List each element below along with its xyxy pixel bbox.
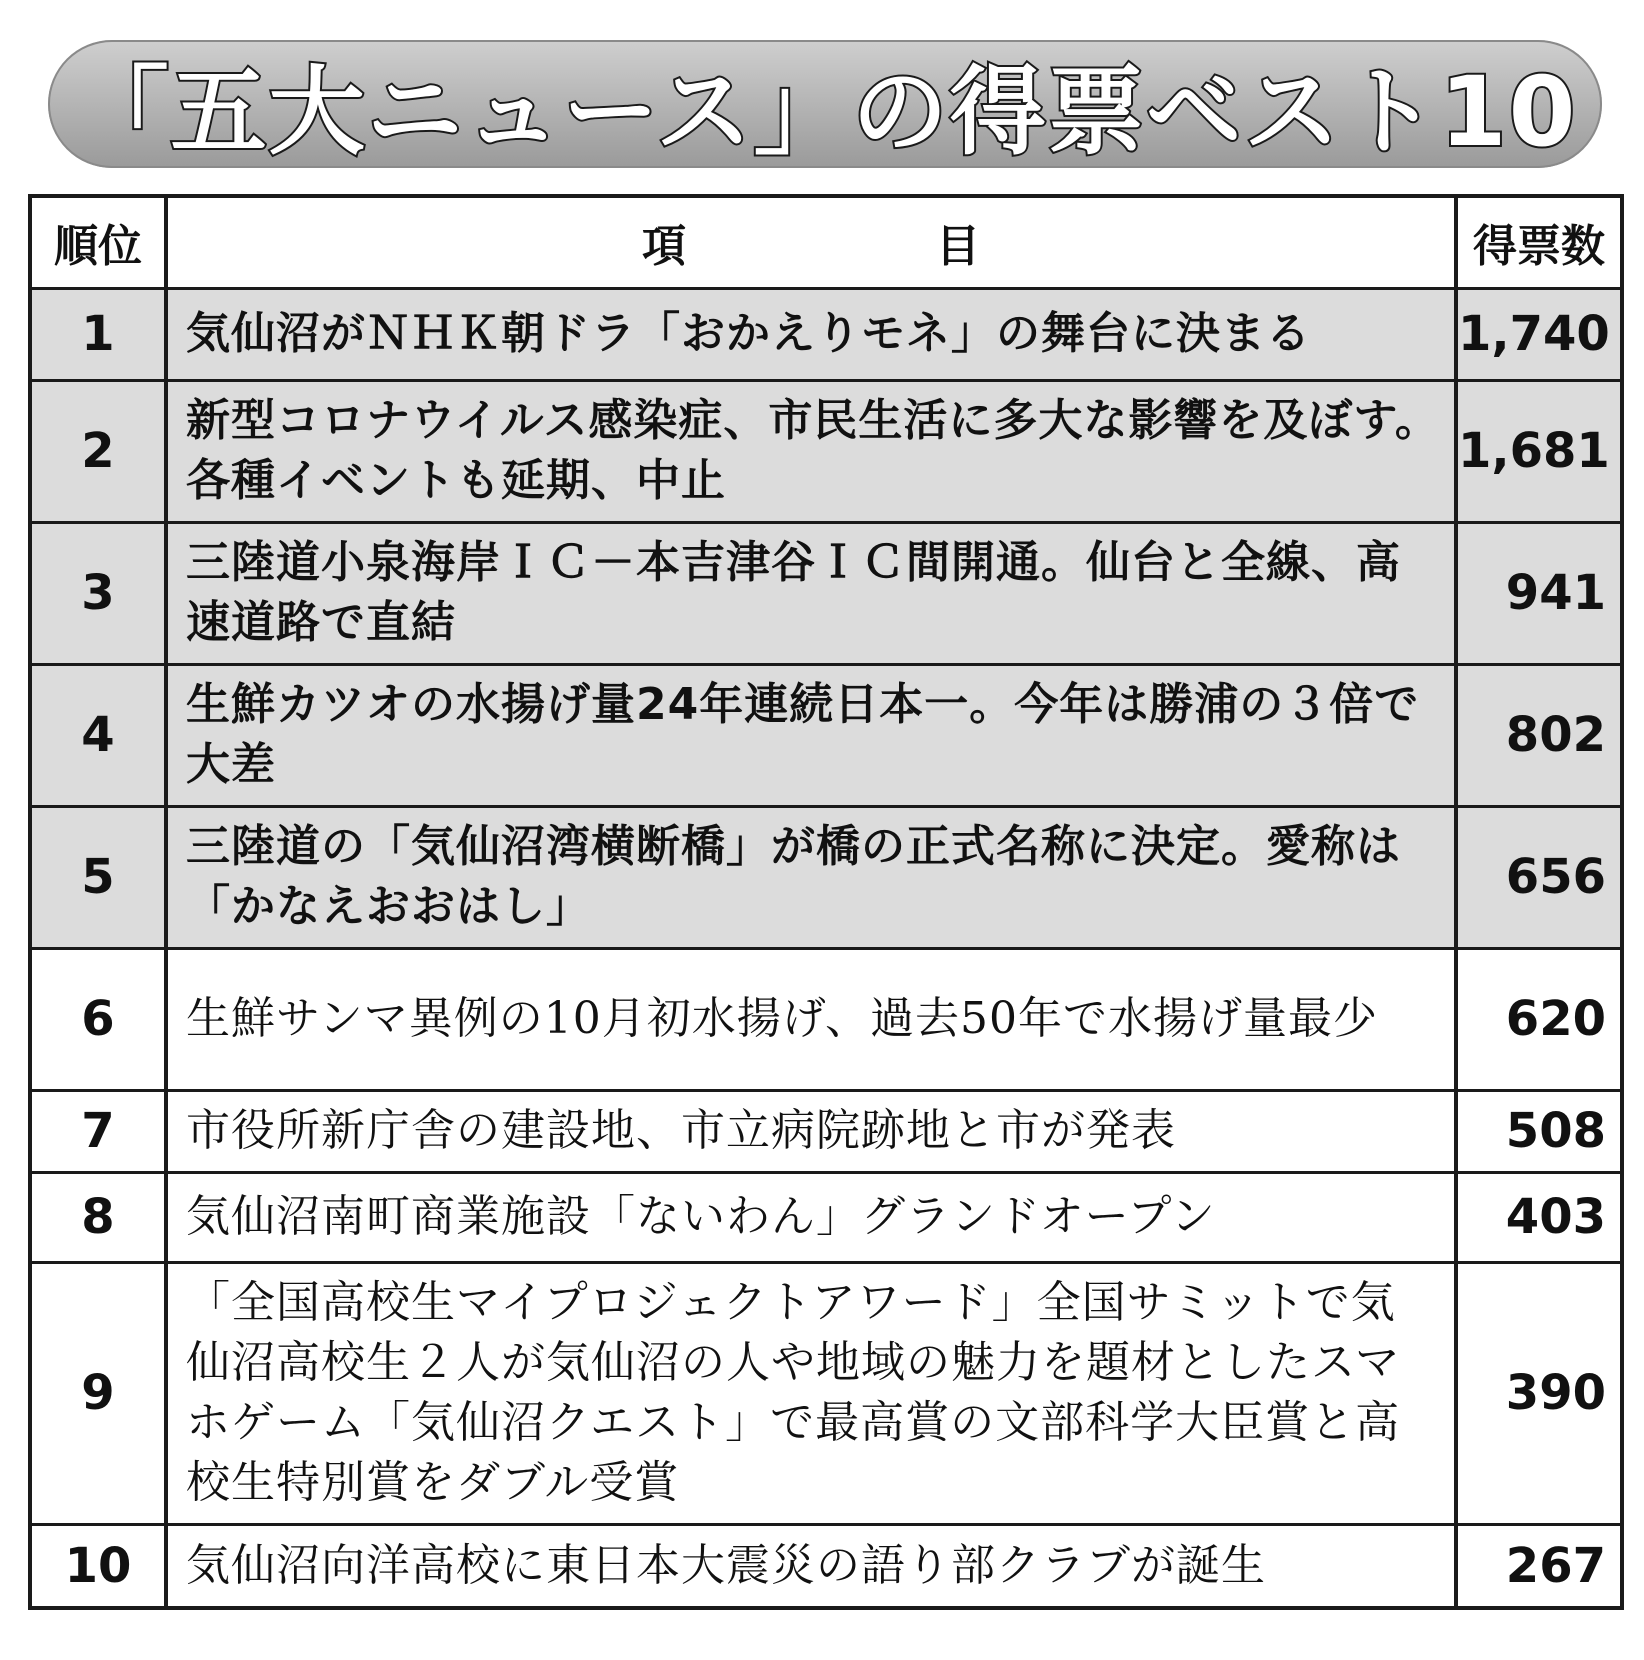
item-cell: 気仙沼南町商業施設「ないわん」グランドオープン: [166, 1172, 1456, 1262]
page-title: 「五大ニュース」の得票ベスト10: [72, 55, 1578, 168]
item-cell: 「全国高校生マイプロジェクトアワード」全国サミットで気仙沼高校生２人が気仙沼の人や地域の魅力を題材としたスマホゲーム「気仙沼クエスト」で最高賞の文部科学大臣賞と高校生特別賞をダブル受賞: [166, 1262, 1456, 1524]
table-row: [30, 1262, 1622, 1524]
header-item-second: 目: [936, 221, 980, 273]
rank-cell: 5: [30, 806, 166, 948]
table-row: [30, 288, 1622, 380]
item-cell: 三陸道の「気仙沼湾横断橋」が橋の正式名称に決定。愛称は「かなえおおはし」: [166, 806, 1456, 948]
ranking-table: [28, 194, 1624, 1610]
rank-cell: 2: [30, 380, 166, 522]
table-row: [30, 380, 1622, 522]
votes-cell: 403: [1456, 1172, 1622, 1262]
votes-cell: 508: [1456, 1090, 1622, 1172]
rank-cell: 1: [30, 288, 166, 380]
header-votes: 得票数: [1456, 196, 1622, 288]
table-row: [30, 1090, 1622, 1172]
table-row: [30, 664, 1622, 806]
header-item: [166, 196, 1456, 288]
item-cell: 新型コロナウイルス感染症、市民生活に多大な影響を及ぼす。各種イベントも延期、中止: [166, 380, 1456, 522]
table-header-row: [30, 196, 1622, 288]
rank-cell: 8: [30, 1172, 166, 1262]
rank-cell: 4: [30, 664, 166, 806]
table-row: [30, 948, 1622, 1090]
votes-cell: 1,681: [1456, 380, 1622, 522]
rank-cell: 9: [30, 1262, 166, 1524]
item-cell: 生鮮サンマ異例の10月初水揚げ、過去50年で水揚げ量最少: [166, 948, 1456, 1090]
votes-cell: 802: [1456, 664, 1622, 806]
item-cell: 生鮮カツオの水揚げ量24年連続日本一。今年は勝浦の３倍で大差: [166, 664, 1456, 806]
rank-cell: 10: [30, 1524, 166, 1608]
title-banner: [48, 40, 1602, 168]
rank-cell: 6: [30, 948, 166, 1090]
rank-cell: 3: [30, 522, 166, 664]
header-rank: 順位: [30, 196, 166, 288]
votes-cell: 267: [1456, 1524, 1622, 1608]
item-cell: 三陸道小泉海岸ＩＣ－本吉津谷ＩＣ間開通。仙台と全線、高速道路で直結: [166, 522, 1456, 664]
item-cell: 気仙沼向洋高校に東日本大震災の語り部クラブが誕生: [166, 1524, 1456, 1608]
table-row: [30, 806, 1622, 948]
votes-cell: 390: [1456, 1262, 1622, 1524]
header-item-first: 項: [642, 221, 686, 273]
votes-cell: 656: [1456, 806, 1622, 948]
table-row: [30, 1172, 1622, 1262]
votes-cell: 620: [1456, 948, 1622, 1090]
table-row: [30, 522, 1622, 664]
item-cell: 市役所新庁舎の建設地、市立病院跡地と市が発表: [166, 1090, 1456, 1172]
votes-cell: 941: [1456, 522, 1622, 664]
votes-cell: 1,740: [1456, 288, 1622, 380]
rank-cell: 7: [30, 1090, 166, 1172]
table-row: [30, 1524, 1622, 1608]
item-cell: 気仙沼がＮＨＫ朝ドラ「おかえりモネ」の舞台に決まる: [166, 288, 1456, 380]
